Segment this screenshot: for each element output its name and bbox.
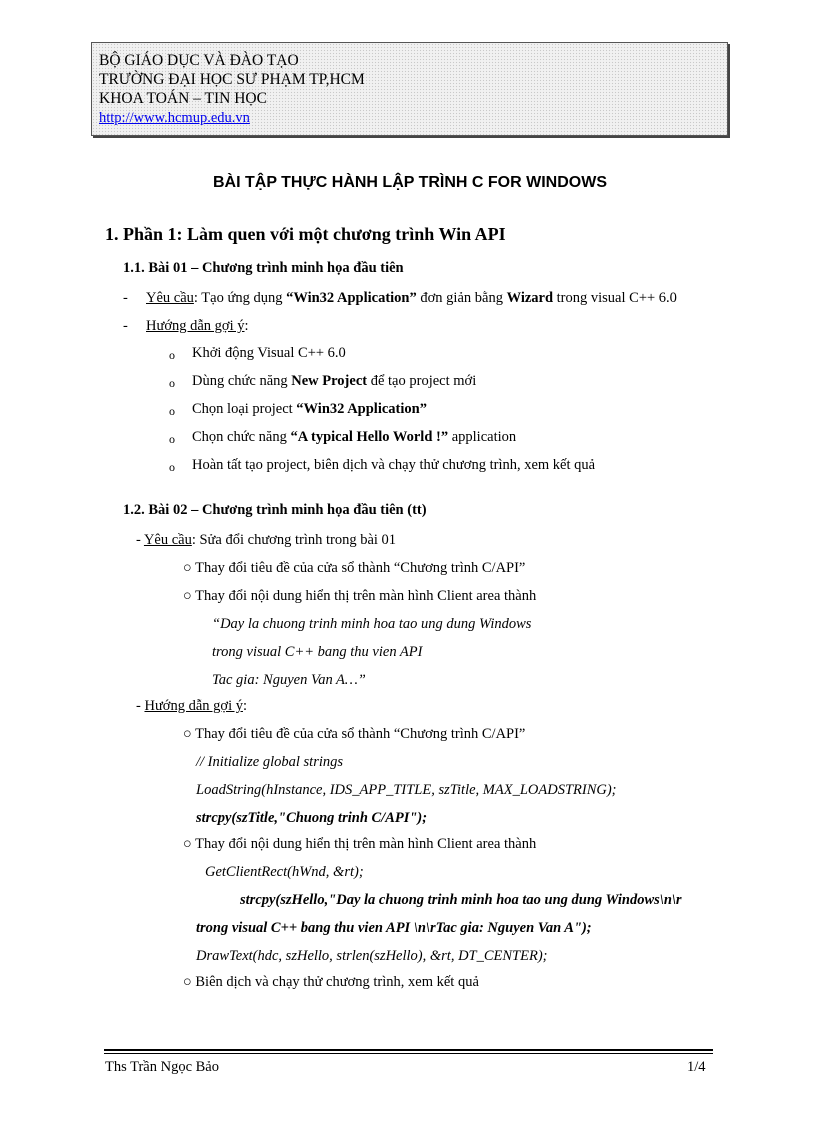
footer-rule-thin (104, 1053, 713, 1054)
hint-label: Hướng dẫn gợi ý (144, 698, 243, 714)
bullet-circle: o (169, 404, 175, 418)
quote-line-2: trong visual C++ bang thu vien API (212, 644, 423, 660)
document-title: BÀI TẬP THỰC HÀNH LẬP TRÌNH C FOR WINDOWS (213, 174, 607, 191)
code-strcpy-hello-cont: trong visual C++ bang thu vien API \n\rTac gia: Nguyen Van A"); (196, 920, 592, 936)
bullet-circle: o (169, 376, 175, 390)
quote-line-1: “Day la chuong trinh minh hoa tao ung dung Windows (212, 616, 532, 632)
footer-page-number: 1/4 (687, 1059, 706, 1075)
bullet-circle: o (169, 460, 175, 474)
ex1-step-4: Chọn chức năng “A typical Hello World !” application (192, 429, 517, 445)
ex2-req-item-1: ○ Thay đổi tiêu đề của cửa sổ thành “Chương trình C/API” (183, 560, 526, 576)
header-ministry: BỘ GIÁO DỤC VÀ ĐÀO TẠO (99, 52, 299, 69)
ex1-requirement: Yêu cầu: Tạo ứng dụng “Win32 Application” đơn giản bằng Wizard trong visual C++ 6.0 (146, 290, 677, 306)
bullet-circle: o (169, 432, 175, 446)
requirement-label: Yêu cầu (143, 532, 192, 548)
footer-author: Ths Trần Ngọc Bảo (105, 1059, 219, 1075)
ex1-hint: Hướng dẫn gợi ý: (146, 318, 249, 334)
header-website-link[interactable]: http://www.hcmup.edu.vn (99, 110, 250, 126)
section-1-heading: 1. Phần 1: Làm quen với một chương trình Win API (105, 224, 506, 244)
footer-rule (104, 1049, 713, 1051)
code-strcpy-title: strcpy(szTitle,"Chuong trinh C/API"); (196, 810, 428, 826)
ex1-step-1: Khởi động Visual C++ 6.0 (192, 345, 346, 361)
header-box (91, 42, 728, 136)
exercise-1-1-heading: 1.1. Bài 01 – Chương trình minh họa đầu tiên (123, 260, 404, 276)
code-strcpy-hello: strcpy(szHello,"Day la chuong trinh minh hoa tao ung dung Windows\n\r (240, 892, 682, 908)
header-faculty: KHOA TOÁN – TIN HỌC (99, 90, 267, 107)
requirement-label: Yêu cầu (146, 290, 194, 306)
exercise-1-2-heading: 1.2. Bài 02 – Chương trình minh họa đầu tiên (tt) (123, 502, 427, 518)
ex1-step-2: Dùng chức năng New Project để tạo project mới (192, 373, 477, 389)
code-loadstring: LoadString(hInstance, IDS_APP_TITLE, szTitle, MAX_LOADSTRING); (196, 782, 617, 798)
bullet-dash: - (123, 290, 128, 306)
code-getclientrect: GetClientRect(hWnd, &rt); (205, 864, 364, 880)
ex1-step-3: Chọn loại project “Win32 Application” (192, 401, 427, 417)
code-drawtext: DrawText(hdc, szHello, strlen(szHello), &rt, DT_CENTER); (196, 948, 548, 964)
bullet-circle: o (169, 348, 175, 362)
code-comment: // Initialize global strings (196, 754, 344, 770)
ex2-requirement: - Yêu cầu: Sửa đổi chương trình trong bài 01 (136, 532, 397, 548)
header-university: TRƯỜNG ĐẠI HỌC SƯ PHẠM TP,HCM (99, 71, 365, 88)
ex2-req-item-2: ○ Thay đổi nội dung hiển thị trên màn hình Client area thành (183, 588, 537, 604)
ex2-hint-item-3: ○ Biên dịch và chạy thử chương trình, xem kết quả (183, 974, 479, 990)
ex2-hint-item-2: ○ Thay đổi nội dung hiển thị trên màn hình Client area thành (183, 836, 537, 852)
hint-label: Hướng dẫn gợi ý (146, 318, 245, 334)
ex2-hint: - Hướng dẫn gợi ý: (136, 698, 248, 714)
ex1-step-5: Hoàn tất tạo project, biên dịch và chạy thử chương trình, xem kết quả (192, 457, 596, 473)
ex2-hint-item-1: ○ Thay đổi tiêu đề của cửa sổ thành “Chương trình C/API” (183, 726, 526, 742)
quote-line-3: Tac gia: Nguyen Van A…” (212, 672, 366, 688)
bullet-dash: - (123, 318, 128, 334)
